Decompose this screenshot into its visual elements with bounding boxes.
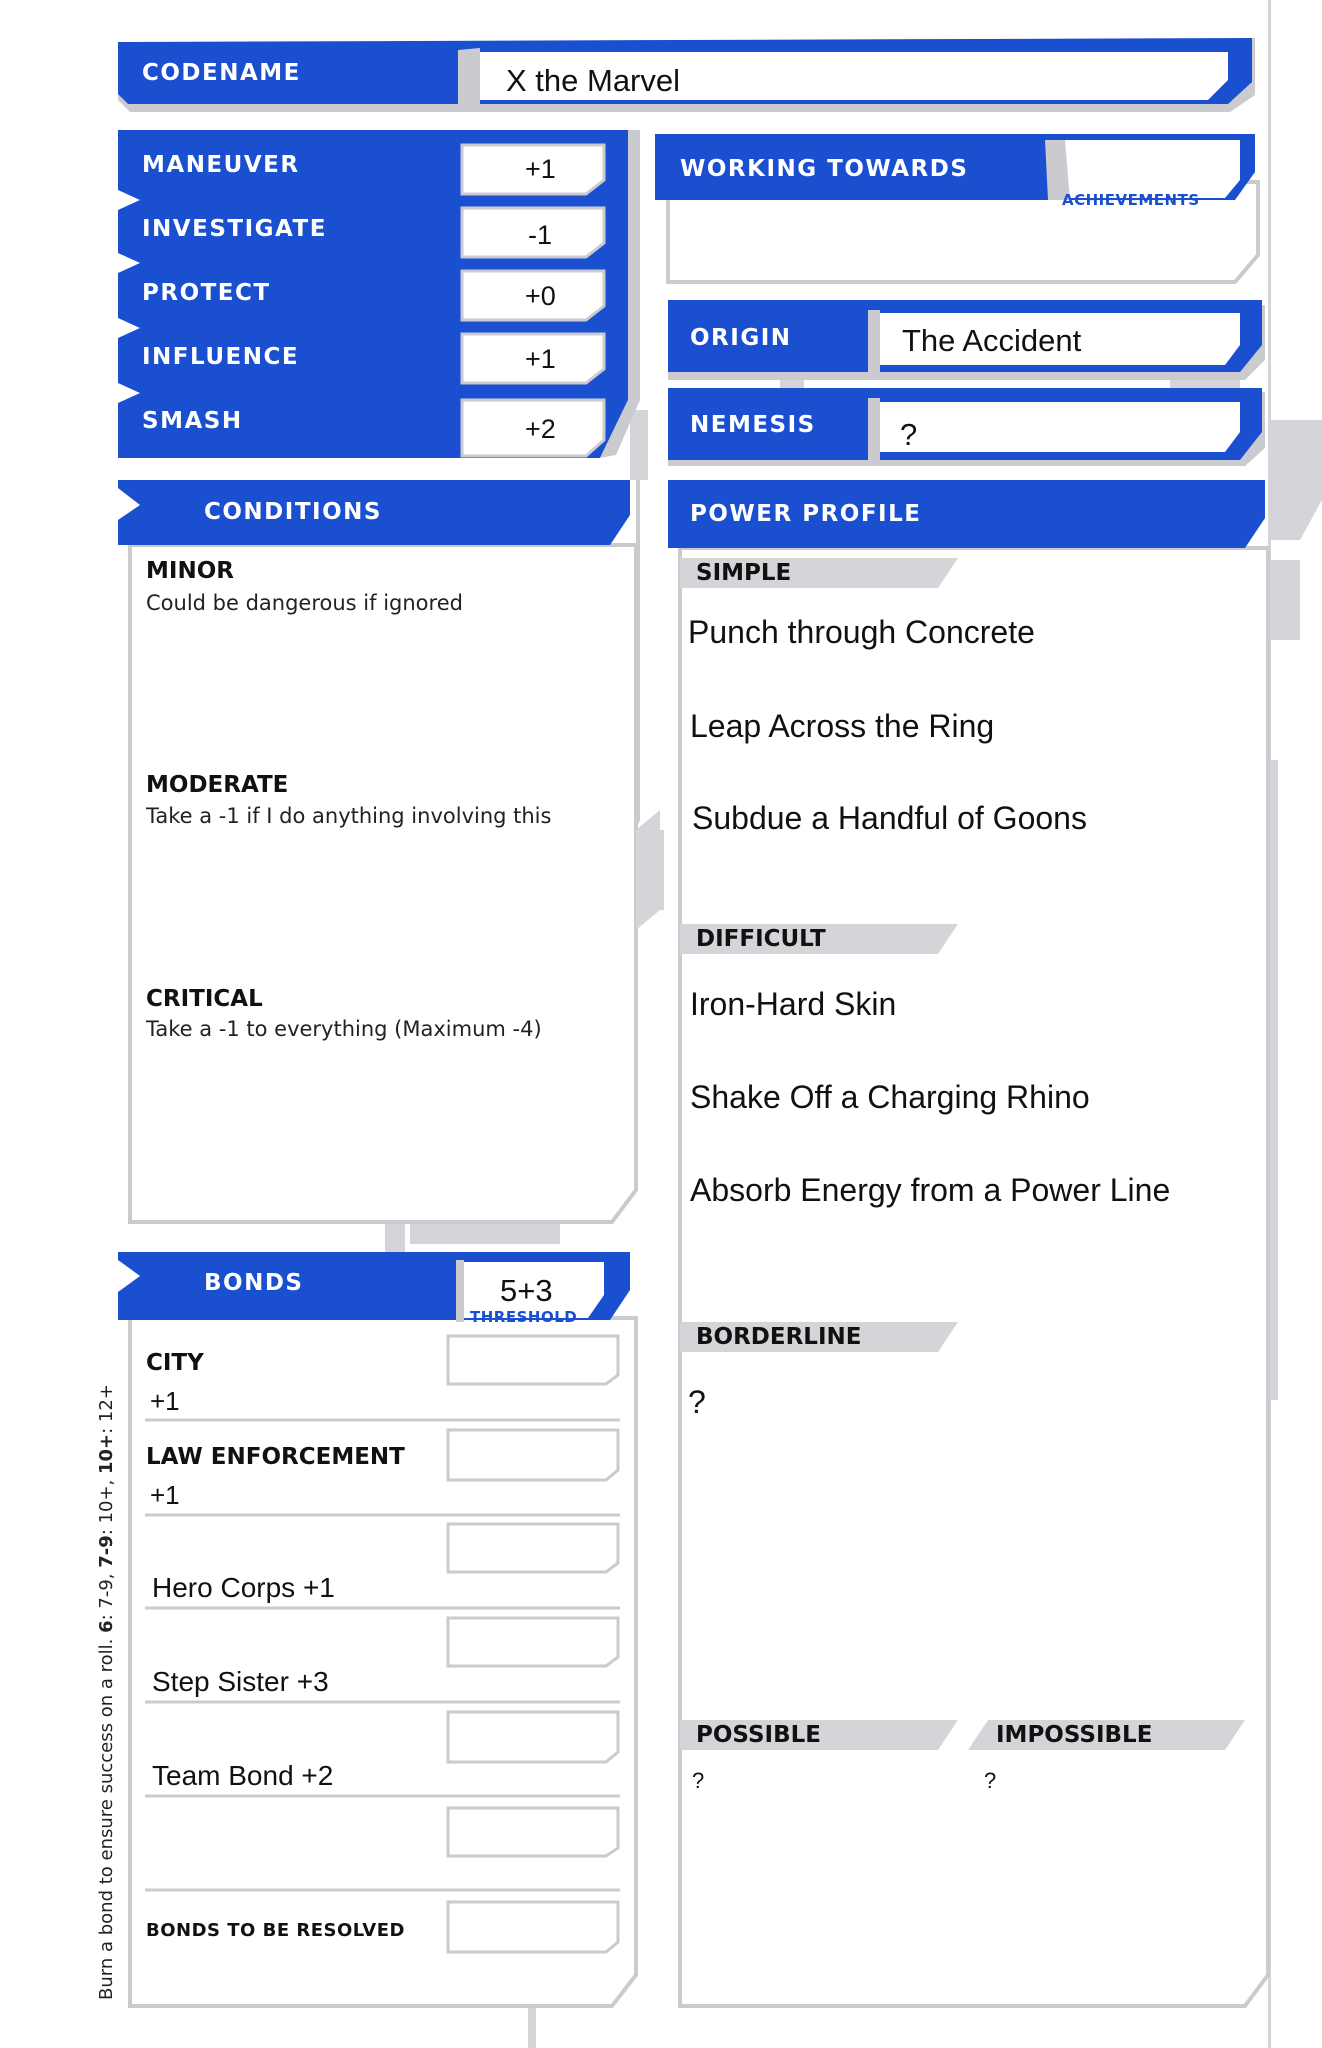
impossible-label: IMPOSSIBLE (996, 1722, 1153, 1748)
power-item[interactable]: Leap Across the Ring (690, 708, 995, 744)
impossible-value[interactable]: ? (984, 1768, 997, 1793)
power-item[interactable]: Absorb Energy from a Power Line (690, 1172, 1171, 1208)
power-item[interactable]: ? (688, 1384, 706, 1420)
condition-desc: Take a -1 to everything (Maximum -4) (146, 1017, 542, 1041)
origin-label: ORIGIN (690, 325, 792, 351)
achievements-label: ACHIEVEMENTS (1062, 191, 1200, 209)
borderline-label: BORDERLINE (696, 1324, 862, 1350)
condition-name: MINOR (146, 558, 234, 584)
bond-heading: LAW ENFORCEMENT (146, 1444, 405, 1470)
bond-burn-note: Burn a bond to ensure success on a roll. 6: 7-9, 7-9: 10+, 10+: 12+ (96, 1384, 117, 2000)
power-item[interactable]: Shake Off a Charging Rhino (690, 1079, 1090, 1115)
possible-value[interactable]: ? (692, 1768, 705, 1793)
threshold-value[interactable]: 5+3 (500, 1273, 553, 1308)
bond-text: Team Bond +2 (152, 1760, 334, 1791)
label-value[interactable]: -1 (528, 220, 553, 250)
condition-desc: Could be dangerous if ignored (146, 591, 463, 615)
bond-text: Step Sister +3 (152, 1666, 329, 1697)
label-name: PROTECT (142, 280, 271, 306)
label-value[interactable]: +0 (525, 281, 556, 311)
threshold-label: THRESHOLD (470, 1308, 578, 1326)
bond-text: Hero Corps +1 (152, 1572, 335, 1603)
power-item[interactable]: Iron-Hard Skin (690, 986, 897, 1022)
origin-value[interactable]: The Accident (902, 323, 1082, 358)
conditions-title: CONDITIONS (204, 499, 382, 525)
label-name: SMASH (142, 408, 243, 434)
bond-text: +1 (150, 1386, 180, 1416)
nemesis-value[interactable]: ? (900, 417, 918, 452)
codename-label: CODENAME (142, 60, 301, 86)
power-item[interactable]: Punch through Concrete (688, 614, 1035, 650)
bond-heading: CITY (146, 1350, 204, 1376)
working-towards-label: WORKING TOWARDS (680, 156, 969, 182)
label-value[interactable]: +1 (525, 344, 556, 374)
condition-name: MODERATE (146, 772, 289, 798)
label-name: MANEUVER (142, 152, 300, 178)
power-item[interactable]: Subdue a Handful of Goons (692, 800, 1087, 836)
label-name: INVESTIGATE (142, 216, 327, 242)
label-value[interactable]: +1 (525, 154, 556, 184)
label-name: INFLUENCE (142, 344, 300, 370)
bond-text: +1 (150, 1480, 180, 1510)
label-value[interactable]: +2 (525, 414, 556, 444)
difficult-label: DIFFICULT (696, 926, 826, 952)
simple-label: SIMPLE (696, 560, 792, 586)
power-profile-title: POWER PROFILE (690, 501, 922, 527)
condition-name: CRITICAL (146, 986, 263, 1012)
bonds-title: BONDS (204, 1270, 304, 1296)
condition-desc: Take a -1 if I do anything involving this (146, 804, 552, 828)
bonds-to-be-resolved-label: BONDS TO BE RESOLVED (146, 1920, 405, 1941)
possible-label: POSSIBLE (696, 1722, 821, 1748)
codename-value[interactable]: X the Marvel (506, 63, 681, 98)
nemesis-label: NEMESIS (690, 412, 816, 438)
